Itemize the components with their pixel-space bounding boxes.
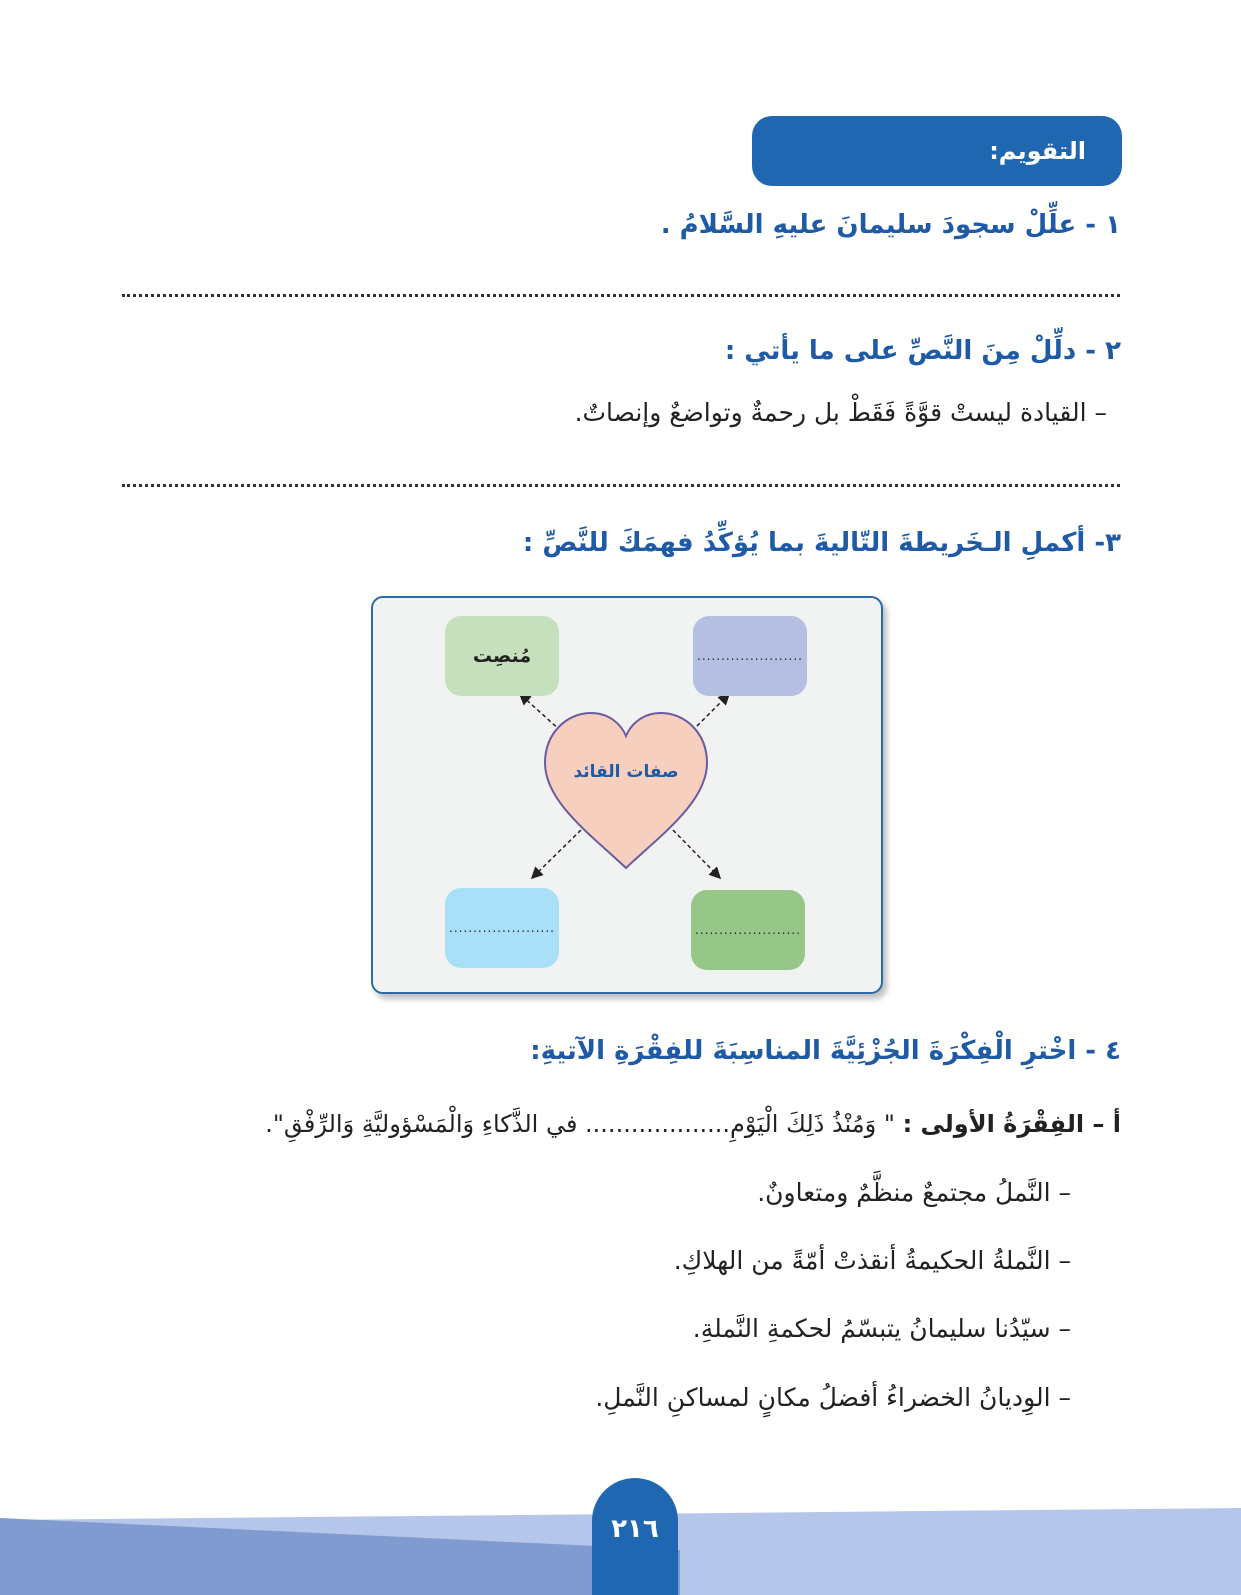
map-box-bottom-left[interactable] xyxy=(445,888,559,968)
paragraph-text: " وَمُنْذُ ذَلِكَ الْيَوْمِ................... في الذَّكاءِ وَالْمَسْؤوليَّةِ وَالرِّفْقِ". xyxy=(265,1110,895,1138)
concept-map xyxy=(371,596,883,994)
map-box-top-right-label: ...................... xyxy=(697,649,803,663)
heart-shape xyxy=(545,713,707,868)
option-3[interactable]: – سيّدُنا سليمانُ يتبسّمُ لحكمةِ النَّملةِ. xyxy=(692,1314,1071,1343)
question-1-title: ١ - علِّلْ سجودَ سليمانَ عليهِ السَّلامُ . xyxy=(660,210,1121,240)
arrow-top-left xyxy=(521,695,561,731)
answer-line-2[interactable] xyxy=(122,484,1120,487)
question-2-item: – القيادة ليستْ قوَّةً فَقَطْ بل رحمةٌ وتواضعٌ وإنصاتٌ. xyxy=(574,398,1107,427)
paragraph-line xyxy=(265,1110,1121,1138)
map-box-top-left[interactable] xyxy=(445,616,559,696)
heart-center-label: صفات القائد xyxy=(573,762,679,782)
arrow-top-right xyxy=(692,695,728,731)
page-number-tab xyxy=(592,1478,678,1595)
section-header xyxy=(752,116,1122,186)
section-title: التقويم: xyxy=(989,137,1086,165)
answer-line-1[interactable] xyxy=(122,294,1120,297)
question-3-title: ٣- أكملِ الـخَريطةَ التّاليةَ بما يُؤكِّدُ فهمَكَ للنَّصِّ : xyxy=(522,528,1121,558)
option-4[interactable]: – الوِديانُ الخضراءُ أفضلُ مكانٍ لمساكنِ النَّملِ. xyxy=(595,1383,1071,1412)
question-2-title: ٢ - دلِّلْ مِنَ النَّصِّ على ما يأتي : xyxy=(724,336,1121,366)
map-box-top-right[interactable] xyxy=(693,616,807,696)
option-1[interactable]: – النَّملُ مجتمعٌ منظَّمٌ ومتعاونٌ. xyxy=(757,1178,1071,1207)
map-box-bottom-left-label: ...................... xyxy=(449,921,555,935)
option-2[interactable]: – النَّملةُ الحكيمةُ أنقذتْ أمّةً من الهلاكِ. xyxy=(673,1246,1071,1275)
paragraph-label: أ – الفِقْرَةُ الأولى : xyxy=(902,1110,1121,1138)
map-box-bottom-right[interactable] xyxy=(691,890,805,970)
page-number: ٢١٦ xyxy=(611,1514,659,1544)
arrow-bottom-left xyxy=(533,830,581,877)
map-box-top-left-label: مُنصِت xyxy=(472,645,532,667)
map-box-bottom-right-label: ...................... xyxy=(695,923,801,937)
arrow-bottom-right xyxy=(673,830,719,877)
question-4-title: ٤ - اخْترِ الْفِكْرَةَ الجُزْئِيَّةَ المناسِبَةَ للفِقْرَةِ الآتيةِ: xyxy=(530,1036,1121,1066)
